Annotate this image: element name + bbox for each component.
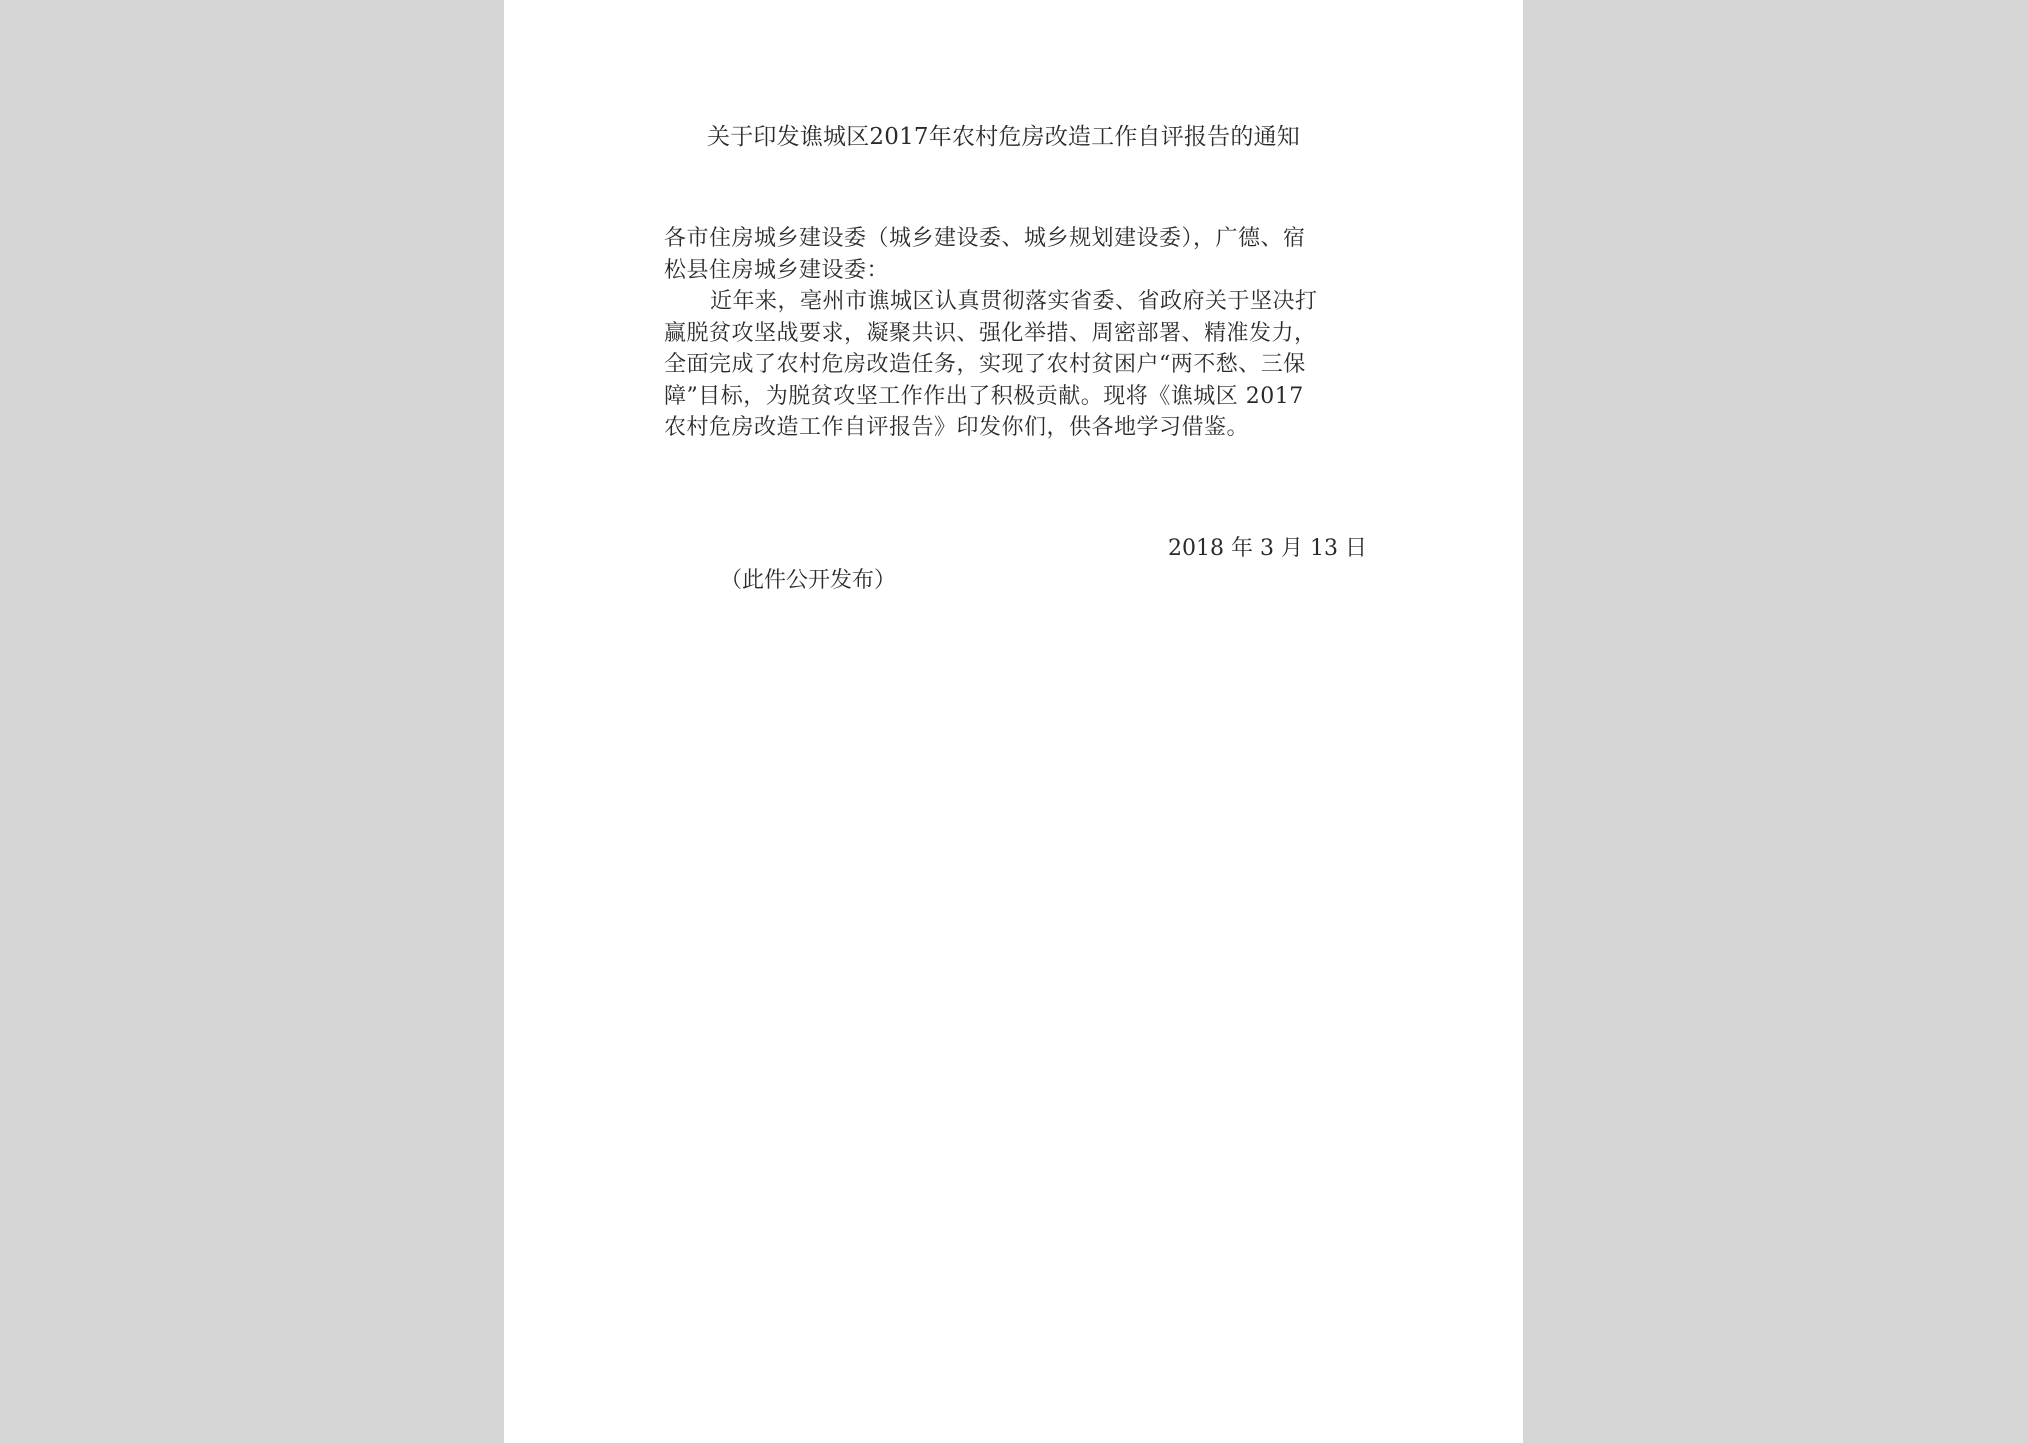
paragraph-line: 赢脱贫攻坚战要求，凝聚共识、强化举措、周密部署、精准发力，: [664, 320, 1317, 346]
document-title: 关于印发谯城区2017年农村危房改造工作自评报告的通知: [707, 124, 1300, 150]
public-release-note: （此件公开发布）: [720, 568, 897, 593]
paragraph-line: 全面完成了农村危房改造任务，实现了农村贫困户“两不愁、三保: [664, 352, 1306, 377]
salutation-line: 松县住房城乡建设委：: [664, 257, 890, 283]
paragraph-line: 障”目标，为脱贫攻坚工作作出了积极贡献。现将《谯城区 2017: [664, 383, 1304, 409]
salutation-line: 各市住房城乡建设委（城乡建设委、城乡规划建设委），广德、宿: [664, 226, 1306, 251]
document-page: [504, 0, 1523, 1443]
paragraph-line: 近年来，亳州市谯城区认真贯彻落实省委、省政府关于坚决打: [710, 289, 1318, 314]
document-body: [664, 223, 1364, 444]
paragraph-line: 农村危房改造工作自评报告》印发你们，供各地学习借鉴。: [664, 415, 1250, 440]
document-date: 2018 年 3 月 13 日: [1168, 536, 1367, 561]
